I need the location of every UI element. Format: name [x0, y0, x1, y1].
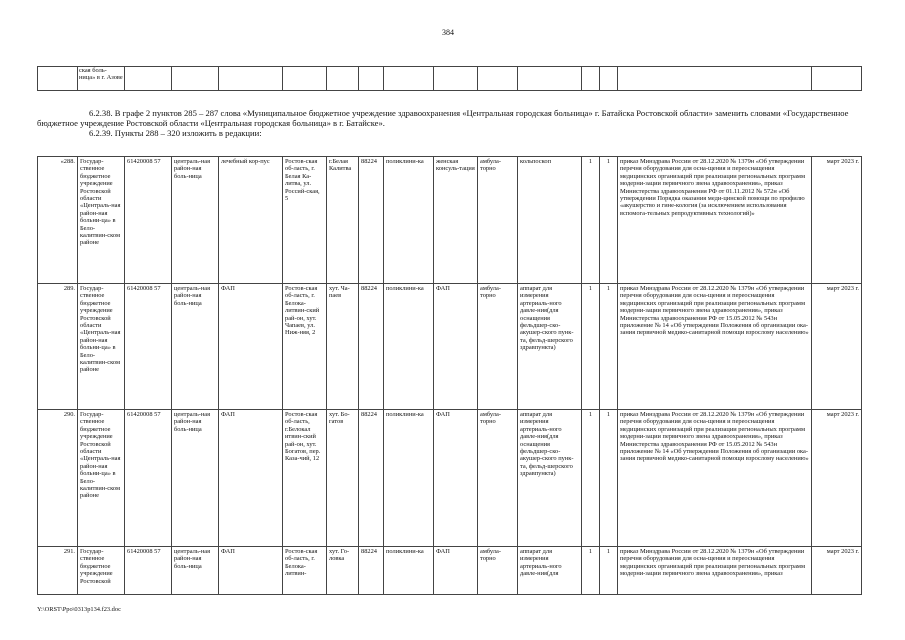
continuation-table [37, 66, 862, 91]
page-number: 384 [442, 28, 454, 37]
continuation-cell: ская боль-ница» в г. Азове [78, 67, 125, 91]
organization-code: 61420008 57 [125, 157, 172, 284]
file-path-footer: Y:\ORST\Ppo\0313p134.f23.doc [37, 606, 121, 613]
organization-type: централь-ная район-ная боль-ница [172, 157, 219, 284]
okato-code: 88224 [359, 157, 384, 284]
table-row [38, 410, 862, 547]
equipment-name: аппарат для измерения артериаль-ного давле-ния(для оснащения фельдшер-ско-акушер-ского пунк-та, фельд-шерского здравпункта) [518, 410, 582, 547]
department: женская консуль-тация [434, 157, 478, 284]
organization-name: Государ-ственное бюджетное учреждение Ростовской [78, 547, 125, 595]
table-row [38, 284, 862, 410]
delivery-date: март 2023 г. [812, 547, 862, 595]
settlement: хут. Ча-паев [327, 284, 359, 410]
care-condition: амбула-торно [478, 547, 518, 595]
quantity-1: 1 [582, 547, 600, 595]
address: Ростов-ская об-ласть, г. Белая Ка-литва, ул. Россий-ская, 5 [283, 157, 327, 284]
care-condition: амбула-торно [478, 410, 518, 547]
settlement: хут. Го-ловка [327, 547, 359, 595]
organization-type: централь-ная район-ная боль-ница [172, 547, 219, 595]
organization-type: централь-ная район-ная боль-ница [172, 410, 219, 547]
organization-code: 61420008 57 [125, 410, 172, 547]
department: ФАП [434, 547, 478, 595]
amendment-paragraph-6-2-39: 6.2.39. Пункты 288 – 320 изложить в редакции: [89, 128, 262, 138]
legal-basis: приказ Минздрава России от 28.12.2020 № 1379н «Об утверждении перечня оборудования для осна-щения и переоснащения медицинских организаций при реализации региональных программ модерни-зации первичного звена здравоохранения», приказ Министерства здравоохранения РФ от 15.05.2012 № 543н приложение № 14 «Об утверждении Положения об организации ока-зания первичной медико-санитарной помощи взрослому населению» [618, 410, 812, 547]
legal-basis: приказ Минздрава России от 28.12.2020 № 1379н «Об утверждении перечня оборудования для осна-щения и переоснащения медицинских организаций при реализации региональных программ модерни-зации первичного звена здравоохранения», приказ Министерства здравоохранения РФ от 15.05.2012 № 543н приложение № 14 «Об утверждении Положения об организации ока-зания первичной медико-санитарной помощи взрослому населению» [618, 284, 812, 410]
organization-type: централь-ная район-ная боль-ница [172, 284, 219, 410]
care-condition: амбула-торно [478, 157, 518, 284]
subdivision: ФАП [219, 547, 283, 595]
amendment-paragraph-6-2-38: 6.2.38. В графе 2 пунктов 285 – 287 слова «Муниципальное бюджетное учреждение здравоохранения «Центральная городская больница» г. Батайска Ростовской области» заменить словами «Государственное бюджетное учреждение Ростовской области «Центральная городская больница» в г. Батайске». [37, 108, 849, 128]
quantity-2: 1 [600, 157, 618, 284]
facility-kind: поликлини-ка [384, 410, 434, 547]
subdivision: лечебный кор-пус [219, 157, 283, 284]
continuation-row [38, 67, 862, 91]
equipment-name: аппарат для измерения артериаль-ного давле-ния(для [518, 547, 582, 595]
row-number: 291. [38, 547, 78, 595]
quantity-2: 1 [600, 284, 618, 410]
organization-code: 61420008 57 [125, 284, 172, 410]
facility-kind: поликлини-ка [384, 157, 434, 284]
settlement: г.Белая Калитва [327, 157, 359, 284]
address: Ростов-ская об-ласть, г.Белокал итвин-ский рай-он, хут. Богатов, пер. Каза-чий, 12 [283, 410, 327, 547]
department: ФАП [434, 410, 478, 547]
subdivision: ФАП [219, 410, 283, 547]
organization-name: Государ-ственное бюджетное учреждение Ростовской области «Централь-ная район-ная больни-ца» в Бело-калитвин-ском районе [78, 410, 125, 547]
address: Ростов-ская об-ласть, г. Белока-литвин-ский рай-он, хут. Чапаев, ул. Ниж-няя, 2 [283, 284, 327, 410]
okato-code: 88224 [359, 547, 384, 595]
organization-name: Государ-ственное бюджетное учреждение Ростовской области «Централь-ная район-ная больни-ца» в Бело-калитвин-ском районе [78, 157, 125, 284]
facility-kind: поликлини-ка [384, 547, 434, 595]
quantity-1: 1 [582, 284, 600, 410]
delivery-date: март 2023 г. [812, 284, 862, 410]
quantity-1: 1 [582, 157, 600, 284]
organization-name: Государ-ственное бюджетное учреждение Ростовской области «Централь-ная район-ная больни-ца» в Бело-калитвин-ском районе [78, 284, 125, 410]
quantity-1: 1 [582, 410, 600, 547]
quantity-2: 1 [600, 410, 618, 547]
equipment-table [37, 156, 862, 595]
row-number: 289. [38, 284, 78, 410]
equipment-name: аппарат для измерения артериаль-ного давле-ния(для оснащения фельдшер-ско-акушер-ского пунк-та, фельд-шерского здравпункта) [518, 284, 582, 410]
okato-code: 88224 [359, 410, 384, 547]
delivery-date: март 2023 г. [812, 157, 862, 284]
legal-basis: приказ Минздрава России от 28.12.2020 № 1379н «Об утверждении перечня оборудования для осна-щения и переоснащения медицинских организаций при реализации региональных программ модерни-зации первичного звена здравоохранения», приказ [618, 547, 812, 595]
address: Ростов-ская об-ласть, г. Белока-литвин- [283, 547, 327, 595]
delivery-date: март 2023 г. [812, 410, 862, 547]
facility-kind: поликлини-ка [384, 284, 434, 410]
organization-code: 61420008 57 [125, 547, 172, 595]
equipment-name: кольпоскоп [518, 157, 582, 284]
quantity-2: 1 [600, 547, 618, 595]
table-row [38, 547, 862, 595]
care-condition: амбула-торно [478, 284, 518, 410]
row-number: «288. [38, 157, 78, 284]
table-row [38, 157, 862, 284]
legal-basis: приказ Минздрава России от 28.12.2020 № 1379н «Об утверждении перечня оборудования для осна-щения и переоснащения медицинских организаций при реализации региональных программ модерни-зации первичного звена здравоохранения», приказ Министерства здравоохранения РФ от 01.11.2012 № 572н «Об утверждении Порядка оказания меди-цинской помощи по профилю «акушерство и гине-кология (за исключением использования вспомога-тельных репродуктивных технологий)» [618, 157, 812, 284]
okato-code: 88224 [359, 284, 384, 410]
department: ФАП [434, 284, 478, 410]
row-number: 290. [38, 410, 78, 547]
settlement: хут. Бо-гатов [327, 410, 359, 547]
subdivision: ФАП [219, 284, 283, 410]
